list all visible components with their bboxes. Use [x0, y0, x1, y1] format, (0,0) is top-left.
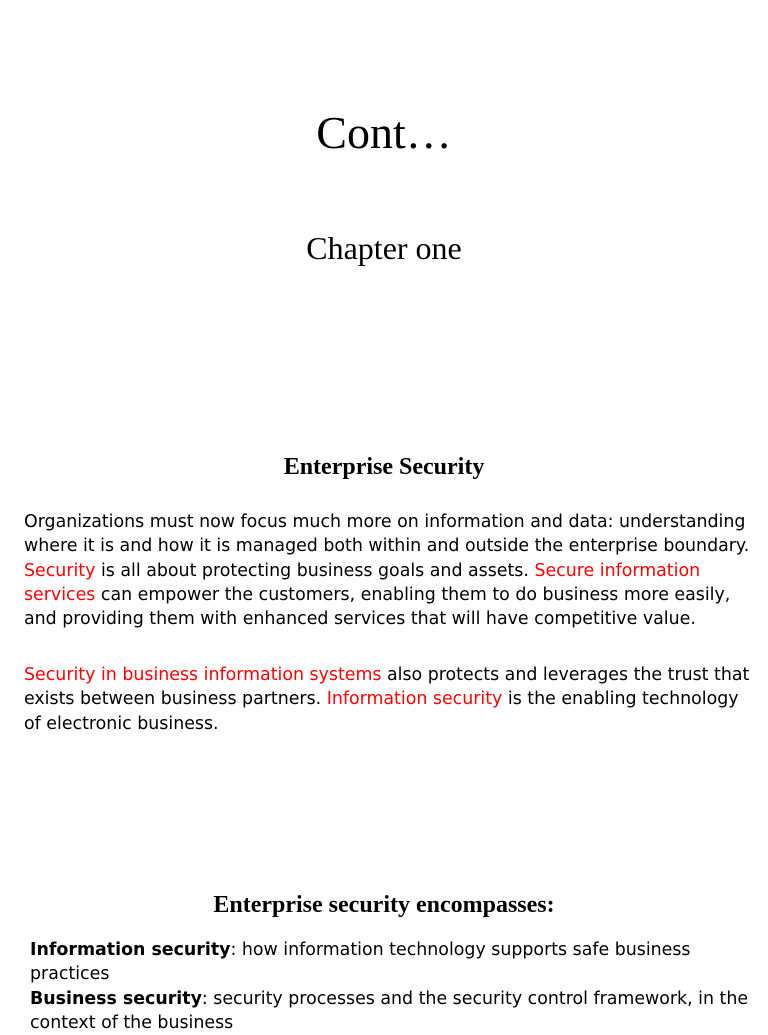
paragraph-text: Organizations must now focus much more on information and data: understanding where it is and how it is managed both within and outside the enterprise boundary. — [24, 512, 750, 557]
paragraph-text: also protects and leverages the trust that exists between business partners. — [24, 665, 750, 710]
highlight-security: Security — [24, 560, 96, 581]
slide-title: Cont… — [316, 107, 452, 158]
paragraph-text: is the enabling technology of electronic business. — [24, 689, 739, 734]
encompasses-list — [30, 938, 750, 1035]
paragraph-business-information-systems — [24, 663, 754, 736]
paragraph-enterprise-security — [24, 510, 754, 631]
list-item-term: Business security — [30, 988, 202, 1009]
paragraph-text: can empower the customers, enabling them to do business more easily, and providing them with enhanced services that will have competitive value. — [24, 584, 731, 630]
list-item — [30, 987, 750, 1035]
slide-subtitle: Chapter one — [306, 230, 462, 266]
section-heading-enterprise-security: Enterprise Security — [283, 454, 485, 480]
highlight-security-business-systems: Security in business information systems — [24, 665, 382, 685]
list-item — [30, 938, 750, 987]
section-heading-encompasses: Enterprise security encompasses: — [213, 892, 555, 918]
list-item-term: Information security — [30, 940, 231, 960]
list-item-description: : security processes and the security control framework, in the context of the business — [30, 988, 749, 1033]
highlight-information-security: Information security — [321, 689, 503, 710]
highlight-secure-information-services: Secure information services — [24, 560, 701, 605]
list-item-description: : how information technology supports safe business practices — [30, 940, 691, 985]
paragraph-text: is all about protecting business goals and assets. — [95, 560, 535, 581]
